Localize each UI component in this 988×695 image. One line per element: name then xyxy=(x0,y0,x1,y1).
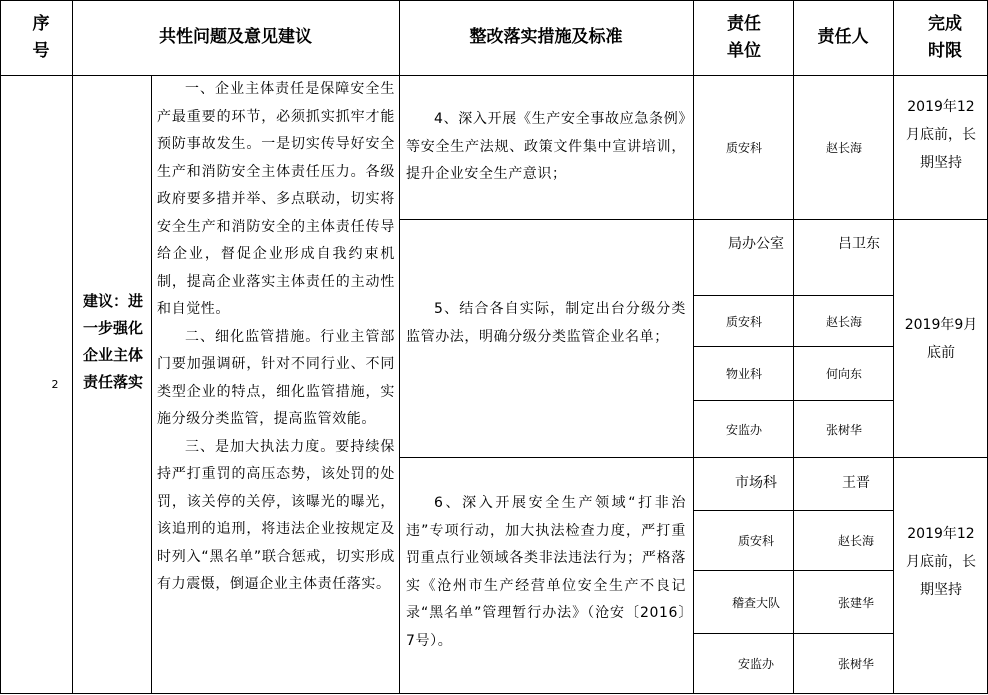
header-unit: 责任单位 xyxy=(727,14,761,61)
measure-4-deadline: 2019年12月底前，长期坚持 xyxy=(906,99,976,171)
measure-5-person-2: 赵长海 xyxy=(825,314,862,329)
header-measures: 整改落实措施及标准 xyxy=(469,27,623,47)
measure-6-person-3: 张建华 xyxy=(837,595,874,610)
measure-5-unit-3: 物业科 xyxy=(725,367,762,381)
issue-text xyxy=(157,76,395,599)
measure-4-text: 4、深入开展《生产安全事故应急条例》等安全生产法规、政策文件集中宣讲培训，提升企业安全生产意识； xyxy=(406,111,686,182)
measure-5-person-4: 张树华 xyxy=(825,422,862,437)
measure-5-unit-4: 安监办 xyxy=(725,422,762,437)
measure-6-deadline: 2019年12月底前，长期坚持 xyxy=(906,526,976,598)
measure-4-person: 赵长海 xyxy=(825,141,862,155)
measure-6-person-1: 王晋 xyxy=(842,475,870,491)
measure-5-person-1: 吕卫东 xyxy=(838,236,880,252)
measure-6-person-2: 赵长海 xyxy=(837,534,874,548)
measure-4-unit: 质安科 xyxy=(725,141,762,155)
measure-5-unit-2: 质安科 xyxy=(725,314,762,329)
measure-5-person-3: 何向东 xyxy=(825,367,862,381)
measure-6-unit-3: 稽查大队 xyxy=(731,595,780,610)
measure-6-unit-2: 质安科 xyxy=(737,534,774,548)
measure-5-unit-1: 局办公室 xyxy=(728,236,784,252)
header-person: 责任人 xyxy=(817,27,869,47)
measure-6-text: 6、深入开展安全生产领域“打非治违”专项行动，加大执法检查力度，严打重罚重点行业领域各类非法违法行为；严格落实《沧州市生产经营单位安全生产不良记录“黑名单”管理暂行办法》（沧安〔2016〕7号）。 xyxy=(406,495,686,649)
measure-6-unit-4: 安监办 xyxy=(737,657,774,671)
header-issues: 共性问题及意见建议 xyxy=(159,27,312,47)
measure-6-unit-1: 市场科 xyxy=(735,475,777,491)
header-seq: 序号 xyxy=(32,14,50,61)
issue-paragraph-1: 一、企业主体责任是保障安全生产最重要的环节，必须抓实抓牢才能预防事故发生。一是切实传导好安全生产和消防安全主体责任压力。各级政府要多措并举、多点联动，切实将安全生产和消防安全的主体责任传导给企业，督促企业形成自我约束机制，提高企业落实主体责任的主动性和自觉性。 xyxy=(157,81,395,317)
issue-paragraph-3: 三、是加大执法力度。要持续保持严打重罚的高压态势，该处罚的处罚，该关停的关停，该曝光的曝光，该追刑的追刑，将违法企业按规定及时列入“黑名单”联合惩戒，切实形成有力震慑，倒逼企业主体责任落实。 xyxy=(157,438,395,592)
row-seq: 2 xyxy=(51,377,59,391)
measure-6-person-4: 张树华 xyxy=(837,657,874,671)
measure-5-deadline: 2019年9月底前 xyxy=(904,317,978,361)
header-deadline: 完成时限 xyxy=(928,14,962,61)
suggestion-title: 建议：进一步强化企业主体责任落实 xyxy=(83,292,144,391)
measure-5-text: 5、结合各自实际，制定出台分级分类监管办法，明确分级分类监管企业名单； xyxy=(406,301,686,345)
issue-paragraph-2: 二、细化监管措施。行业主管部门要加强调研，针对不同行业、不同类型企业的特点，细化监管措施，实施分级分类监管，提高监管效能。 xyxy=(157,328,395,427)
